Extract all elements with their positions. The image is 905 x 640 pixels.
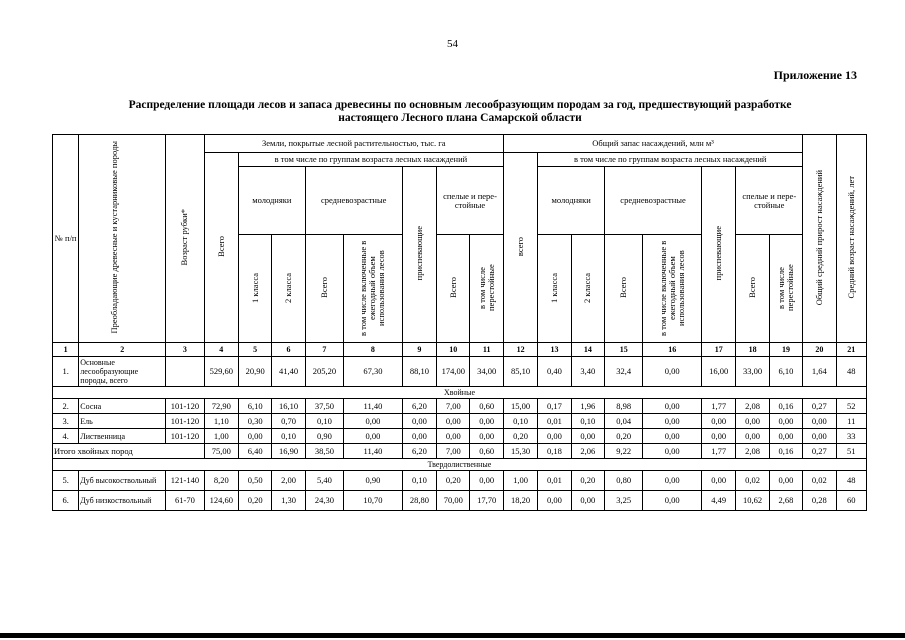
header-class1: 1 класса xyxy=(238,235,271,343)
header-class1-stock: 1 класса xyxy=(538,235,571,343)
col-number: 5 xyxy=(238,343,271,357)
col-number: 7 xyxy=(305,343,343,357)
header-lands: Земли, покрытые лесной растительностью, тыс. га xyxy=(204,135,503,153)
section-conifers: Хвойные xyxy=(53,387,867,399)
document-title xyxy=(60,99,860,125)
header-avg-growth: Общий средний прирост насаждений xyxy=(803,135,836,343)
header-included-stock: в том числе включенные в ежегодный объем использования лесов xyxy=(643,235,702,343)
table-row: 4. Лиственница 101-120 1,00 0,00 0,10 0,90 0,00 0,00 0,00 0,00 0,20 0,00 0,00 0,20 0,00 0,00 0,00 0,00 0,00 33 xyxy=(53,429,867,444)
conifer-total-row: Итого хвойных пород 75,00 6,40 16,90 38,50 11,40 6,20 7,00 0,60 15,30 0,18 2,06 9,22 0,00 1,77 2,08 0,16 0,27 51 xyxy=(53,444,867,459)
col-number: 13 xyxy=(538,343,571,357)
header-stock-groups: в том числе по группам возраста лесных насаждений xyxy=(538,153,803,167)
header-class2-stock: 2 класса xyxy=(571,235,604,343)
table-row: 5. Дуб высокоствольный 121-140 8,20 0,50 2,00 5,40 0,90 0,10 0,20 0,00 1,00 0,01 0,20 0,80 0,00 0,00 0,02 0,00 0,02 48 xyxy=(53,471,867,491)
table-row: 2. Сосна 101-120 72,90 6,10 16,10 37,50 11,40 6,20 7,00 0,60 15,00 0,17 1,96 8,98 0,00 1,77 2,08 0,16 0,27 52 xyxy=(53,399,867,414)
col-number: 11 xyxy=(470,343,503,357)
title-line-2: настоящего Лесного плана Самарской области xyxy=(338,112,582,124)
header-incl-over: в том числе перестойные xyxy=(470,235,503,343)
header-young-stock: молодняки xyxy=(538,167,605,235)
forest-distribution-table xyxy=(52,134,867,511)
col-number: 9 xyxy=(402,343,436,357)
header-num: № п/п xyxy=(53,135,79,343)
appendix-label: Приложение 13 xyxy=(773,68,857,82)
header-mature-total: Всего xyxy=(437,235,470,343)
section-hardwood: Твердолиственные xyxy=(53,459,867,471)
header-lands-total: Всего xyxy=(204,153,238,343)
col-number: 12 xyxy=(503,343,537,357)
table-row: 6. Дуб низкоствольный 61-70 124,60 0,20 1,30 24,30 10,70 28,80 70,00 17,70 18,20 0,00 0,00 3,25 0,00 4,49 10,62 2,68 0,28 60 xyxy=(53,491,867,511)
col-number: 21 xyxy=(836,343,867,357)
col-number: 14 xyxy=(571,343,604,357)
header-middle-stock: средневозрастные xyxy=(605,167,702,235)
col-number: 18 xyxy=(736,343,769,357)
col-number: 1 xyxy=(53,343,79,357)
col-number: 3 xyxy=(166,343,204,357)
col-number: 19 xyxy=(769,343,802,357)
col-number: 17 xyxy=(702,343,736,357)
header-stock-total: всего xyxy=(503,153,537,343)
header-mature: спелые и пере-стойные xyxy=(437,167,504,235)
col-number: 20 xyxy=(803,343,836,357)
header-approaching: приспевающие xyxy=(402,167,436,343)
col-number: 2 xyxy=(79,343,166,357)
col-number: 16 xyxy=(643,343,702,357)
bottom-rule xyxy=(0,633,905,638)
header-cutting-age: Возраст рубки* xyxy=(166,135,204,343)
header-incl-over-stock: в том числе перестойные xyxy=(769,235,802,343)
page-number: 54 xyxy=(447,38,458,50)
col-number: 4 xyxy=(204,343,238,357)
section-row xyxy=(53,387,867,399)
table-row: 1. Основные лесообразующие породы, всего 529,60 20,90 41,40 205,20 67,30 88,10 174,00 34,00 85,10 0,40 3,40 32,4 0,00 16,00 33,00 6,10 1,64 48 xyxy=(53,357,867,387)
header-stock: Общий запас насаждений, млн м³ xyxy=(503,135,802,153)
header-mature-stock: спелые и пере-стойные xyxy=(736,167,803,235)
section-row xyxy=(53,459,867,471)
header-middle: средневозрастные xyxy=(305,167,402,235)
col-number: 15 xyxy=(605,343,643,357)
header-lands-groups: в том числе по группам возраста лесных насаждений xyxy=(238,153,503,167)
col-number: 10 xyxy=(437,343,470,357)
header-mature-total-stock: Всего xyxy=(736,235,769,343)
header-approaching-stock: приспевающие xyxy=(702,167,736,343)
header-species: Преобладающие древесные и кустарниковые породы xyxy=(79,135,166,343)
col-number: 6 xyxy=(272,343,305,357)
col-number: 8 xyxy=(344,343,403,357)
header-class2: 2 класса xyxy=(272,235,305,343)
header-middle-total-stock: Всего xyxy=(605,235,643,343)
title-line-1: Распределение площади лесов и запаса древесины по основным лесообразующим породам за год, предшествующий разработке xyxy=(128,99,792,111)
table-row: 3. Ель 101-120 1,10 0,30 0,70 0,10 0,00 0,00 0,00 0,00 0,10 0,01 0,10 0,04 0,00 0,00 0,00 0,00 0,00 11 xyxy=(53,414,867,429)
column-number-row xyxy=(53,343,867,357)
header-included: в том числе включенные в ежегодный объем использования лесов xyxy=(344,235,403,343)
header-avg-age: Средний возраст насаждений, лет xyxy=(836,135,867,343)
header-young: молодняки xyxy=(238,167,305,235)
header-middle-total: Всего xyxy=(305,235,343,343)
